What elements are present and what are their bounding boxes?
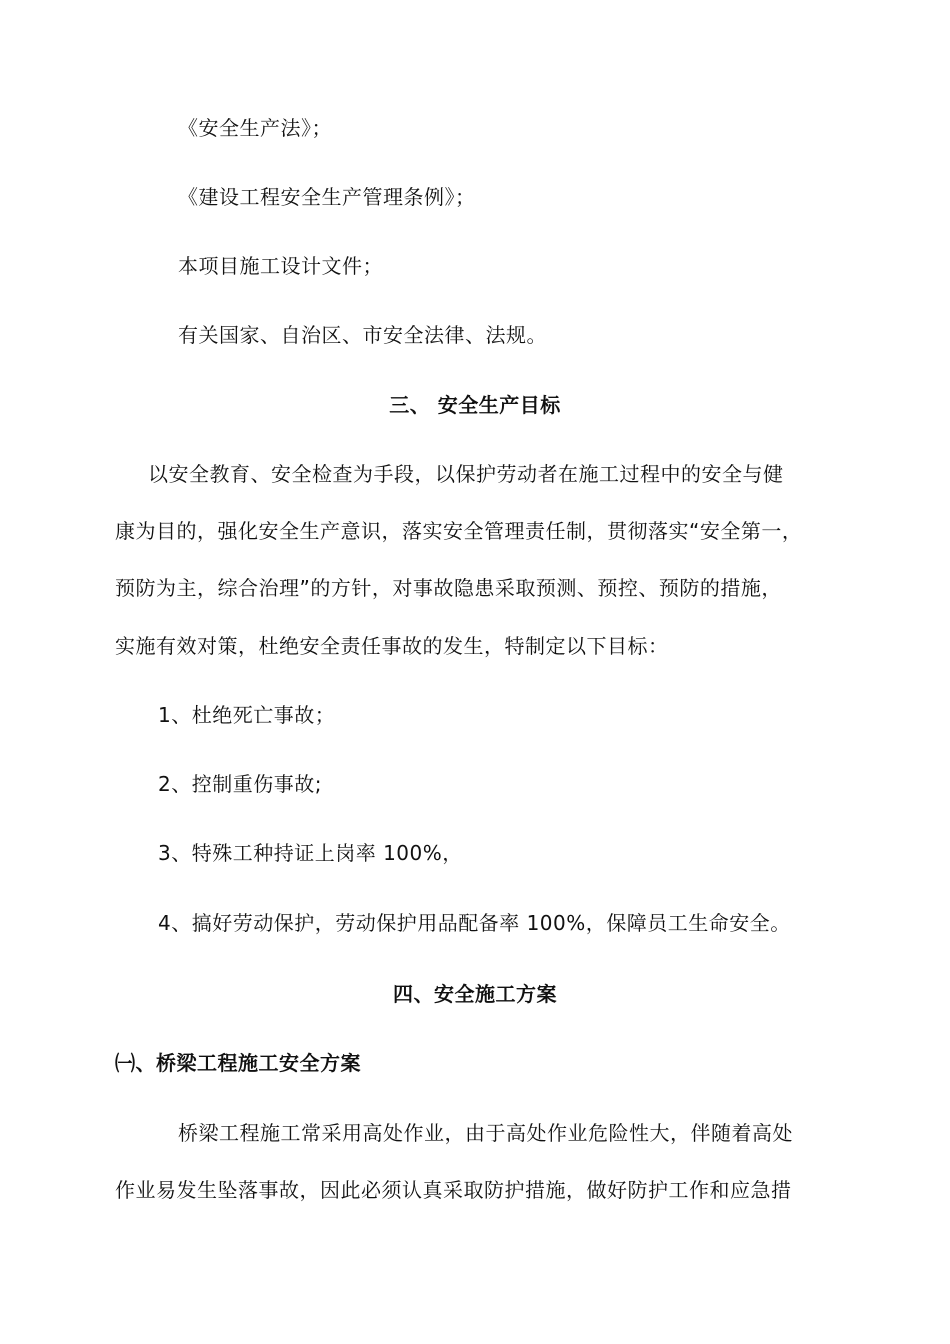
section-4-heading: 四、安全施工方案 (393, 982, 557, 1006)
goal-item: 2、控制重伤事故; (158, 772, 322, 796)
section-3-paragraph-line: 实施有效对策，杜绝安全责任事故的发生，特制定以下目标： (115, 634, 669, 658)
section-3-heading: 三、 安全生产目标 (389, 393, 561, 417)
reference-design-file: 本项目施工设计文件； (178, 254, 383, 278)
section-3-paragraph-line: 预防为主，综合治理”的方针，对事故隐患采取预测、预控、预防的措施， (115, 576, 782, 600)
section-3-paragraph-line: 以安全教育、安全检查为手段，以保护劳动者在施工过程中的安全与健 (148, 462, 784, 486)
goal-item: 3、特殊工种持证上岗率 100%， (158, 841, 463, 865)
section-3-paragraph-line: 康为目的，强化安全生产意识，落实安全管理责任制，贯彻落实“安全第一， (115, 519, 803, 543)
goal-item: 4、搞好劳动保护，劳动保护用品配备率 100%，保障员工生命安全。 (158, 911, 791, 935)
reference-regulation: 《建设工程安全生产管理条例》； (178, 185, 476, 209)
reference-law: 《安全生产法》； (178, 116, 332, 140)
section-4-subheading: ㈠、桥梁工程施工安全方案 (115, 1051, 361, 1075)
section-4-paragraph-line: 作业易发生坠落事故，因此必须认真采取防护措施，做好防护工作和应急措 (115, 1178, 792, 1202)
reference-laws-regulations: 有关国家、自治区、市安全法律、法规。 (178, 323, 547, 347)
section-4-paragraph-line: 桥梁工程施工常采用高处作业，由于高处作业危险性大，伴随着高处 (178, 1121, 793, 1145)
goal-item: 1、杜绝死亡事故； (158, 703, 336, 727)
